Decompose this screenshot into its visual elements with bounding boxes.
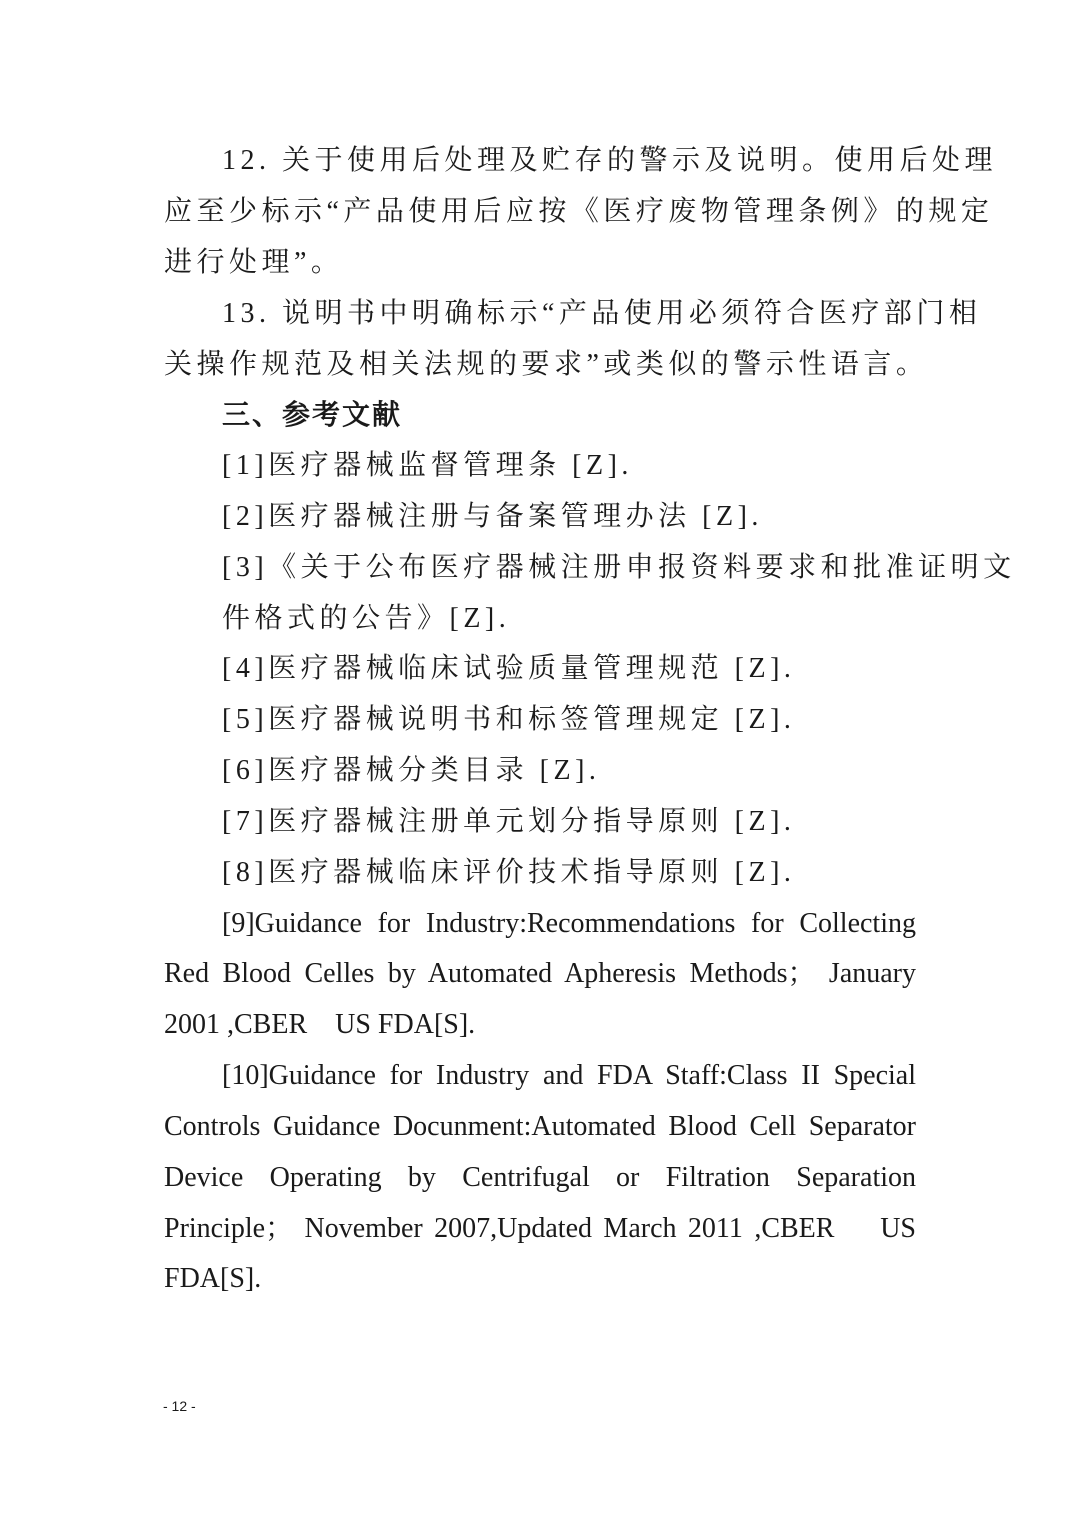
reference-5: [5]医疗器械说明书和标签管理规定 [Z]. (222, 704, 796, 735)
reference-6: [6]医疗器械分类目录 [Z]. (222, 755, 601, 786)
reference-9-line-3: 2001 ,CBER US FDA[S]. (164, 1009, 476, 1040)
reference-10-line-1: [10]Guidance for Industry and FDA Staff:Class II Special (222, 1060, 916, 1091)
item-12-line-2: 应至少标示“产品使用后应按《医疗废物管理条例》的规定 (164, 196, 994, 227)
section-heading-references: 三、参考文献 (222, 398, 403, 431)
reference-9-line-2: Red Blood Celles by Automated Apheresis Methods； January (164, 958, 916, 989)
reference-10-line-5: FDA[S]. (164, 1263, 262, 1294)
reference-3-line-1: [3]《关于公布医疗器械注册申报资料要求和批准证明文 (222, 552, 1016, 583)
reference-7: [7]医疗器械注册单元划分指导原则 [Z]. (222, 806, 796, 837)
item-13-line-1: 13. 说明书中明确标示“产品使用必须符合医疗部门相 (222, 298, 982, 329)
reference-9-line-1: [9]Guidance for Industry:Recommendations for Collecting (222, 908, 916, 939)
reference-1: [1]医疗器械监督管理条 [Z]. (222, 450, 633, 481)
reference-3-line-2: 件格式的公告》[Z]. (222, 603, 511, 634)
item-12-line-1: 12. 关于使用后处理及贮存的警示及说明。使用后处理 (222, 145, 998, 176)
item-13-line-2: 关操作规范及相关法规的要求”或类似的警示性语言。 (164, 349, 929, 380)
item-12-line-3: 进行处理”。 (164, 247, 344, 278)
reference-10-line-4: Principle； November 2007,Updated March 2011 ,CBER US (164, 1213, 916, 1244)
reference-2: [2]医疗器械注册与备案管理办法 [Z]. (222, 501, 763, 532)
reference-10-line-3: Device Operating by Centrifugal or Filtration Separation (164, 1162, 916, 1193)
reference-10-line-2: Controls Guidance Docunment:Automated Blood Cell Separator (164, 1111, 916, 1142)
page-number: - 12 - (163, 1398, 196, 1414)
reference-4: [4]医疗器械临床试验质量管理规范 [Z]. (222, 653, 796, 684)
reference-8: [8]医疗器械临床评价技术指导原则 [Z]. (222, 857, 796, 888)
